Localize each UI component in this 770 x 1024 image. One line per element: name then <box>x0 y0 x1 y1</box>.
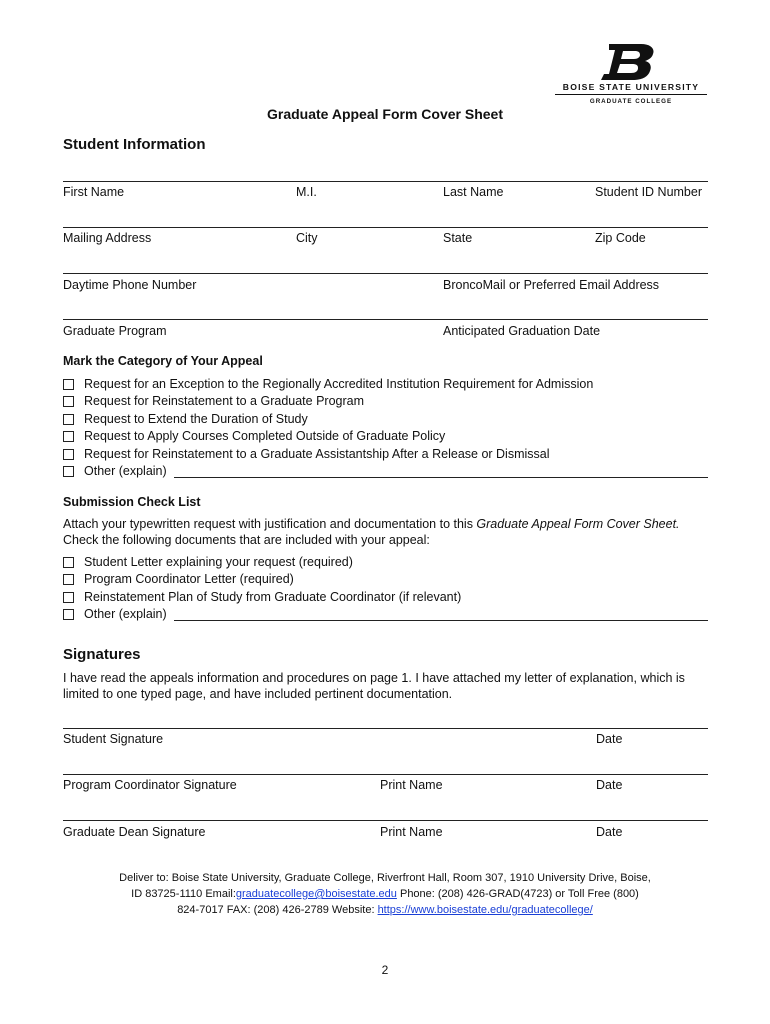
category-option-label: Other (explain) <box>84 464 167 478</box>
phone-label: Daytime Phone Number <box>63 278 197 292</box>
category-option[interactable] <box>63 376 593 392</box>
checklist-item-label: Reinstatement Plan of Study from Graduate Coordinator (if relevant) <box>84 590 462 604</box>
coordinator-signature-line[interactable] <box>63 774 708 775</box>
dean-print-name-label: Print Name <box>380 825 443 839</box>
last-name-label: Last Name <box>443 185 504 199</box>
category-heading: Mark the Category of Your Appeal <box>63 354 263 368</box>
student-id-label: Student ID Number <box>595 185 702 199</box>
checklist-item-label: Program Coordinator Letter (required) <box>84 572 294 586</box>
graduate-program-label: Graduate Program <box>63 324 167 338</box>
first-name-field-line[interactable] <box>63 181 708 182</box>
bronco-b-logo-icon <box>601 44 655 80</box>
checkbox[interactable] <box>63 379 74 390</box>
category-option-label: Request for an Exception to the Regionally Accredited Institution Requirement for Admission <box>84 377 594 391</box>
student-signature-date-label: Date <box>596 732 623 746</box>
category-option[interactable] <box>63 411 308 427</box>
city-label: City <box>296 231 318 245</box>
checkbox[interactable] <box>63 449 74 460</box>
mailing-address-field-line[interactable] <box>63 227 708 228</box>
checkbox[interactable] <box>63 574 74 585</box>
checkbox[interactable] <box>63 592 74 603</box>
middle-initial-label: M.I. <box>296 185 317 199</box>
graduation-date-label: Anticipated Graduation Date <box>443 324 601 338</box>
checklist-intro-form-name: Graduate Appeal Form Cover Sheet. <box>476 517 680 531</box>
checklist-other-explain-line[interactable] <box>174 620 708 621</box>
form-title: Graduate Appeal Form Cover Sheet <box>267 106 503 122</box>
first-name-label: First Name <box>63 185 125 199</box>
checklist-item[interactable] <box>63 554 353 570</box>
delivery-address: Deliver to: Boise State University, Graduate College, Riverfront Hall, Room 307, 1910 University Drive, Boise, <box>119 872 651 884</box>
category-option-label: Request for Reinstatement to a Graduate Program <box>84 394 365 408</box>
category-other-explain-line[interactable] <box>174 477 708 478</box>
phone-info: Phone: (208) 426-GRAD(4723) or Toll Free (800) <box>396 888 639 900</box>
category-option[interactable] <box>63 393 364 409</box>
category-option-label: Request to Extend the Duration of Study <box>84 412 308 426</box>
dean-signature-label: Graduate Dean Signature <box>63 825 206 839</box>
category-option-other[interactable] <box>63 463 167 479</box>
signatures-statement: I have read the appeals information and procedures on page 1. I have attached my letter of explanation, which is limited to one typed page, and have included pertinent documentation. <box>63 671 685 701</box>
category-option[interactable] <box>63 428 445 444</box>
checklist-intro-text: Attach your typewritten request with justification and documentation to this <box>63 517 477 531</box>
college-name: GRADUATE COLLEGE <box>589 98 673 105</box>
student-signature-label: Student Signature <box>63 732 164 746</box>
website-link[interactable]: https://www.boisestate.edu/graduatecollege/ <box>377 904 593 916</box>
checklist-heading: Submission Check List <box>63 495 201 509</box>
mailing-address-label: Mailing Address <box>63 231 152 245</box>
coordinator-date-label: Date <box>596 778 623 792</box>
email-link[interactable]: graduatecollege@boisestate.edu <box>235 888 397 900</box>
student-info-heading: Student Information <box>63 136 206 153</box>
delivery-info <box>100 870 670 918</box>
coordinator-print-name-label: Print Name <box>380 778 443 792</box>
checklist-intro <box>63 516 708 548</box>
email-label: BroncoMail or Preferred Email Address <box>443 278 660 292</box>
coordinator-signature-label: Program Coordinator Signature <box>63 778 237 792</box>
checklist-item-label: Student Letter explaining your request (required) <box>84 555 353 569</box>
checklist-item-label: Other (explain) <box>84 607 167 621</box>
student-signature-line[interactable] <box>63 728 708 729</box>
dean-date-label: Date <box>596 825 623 839</box>
delivery-zip-email-label: ID 83725-1110 Email: <box>131 888 236 900</box>
checkbox[interactable] <box>63 466 74 477</box>
fax-website-label: 824-7017 FAX: (208) 426-2789 Website: <box>177 904 378 916</box>
zip-code-label: Zip Code <box>595 231 646 245</box>
signatures-heading: Signatures <box>63 646 141 663</box>
checklist-item[interactable] <box>63 571 294 587</box>
category-option-label: Request for Reinstatement to a Graduate Assistantship After a Release or Dismissal <box>84 447 550 461</box>
category-option[interactable] <box>63 446 550 462</box>
checkbox[interactable] <box>63 609 74 620</box>
graduate-program-field-line[interactable] <box>63 319 708 320</box>
checkbox[interactable] <box>63 431 74 442</box>
logo-divider <box>555 94 707 95</box>
checklist-intro-line2: Check the following documents that are included with your appeal: <box>63 533 430 547</box>
category-option-label: Request to Apply Courses Completed Outside of Graduate Policy <box>84 429 446 443</box>
university-logo <box>555 44 707 108</box>
dean-signature-line[interactable] <box>63 820 708 821</box>
checklist-item-other[interactable] <box>63 606 167 622</box>
university-name: BOISE STATE UNIVERSITY <box>562 82 700 92</box>
phone-field-line[interactable] <box>63 273 708 274</box>
checkbox[interactable] <box>63 414 74 425</box>
checkbox[interactable] <box>63 557 74 568</box>
state-label: State <box>443 231 473 245</box>
page-number: 2 <box>381 963 389 977</box>
checkbox[interactable] <box>63 396 74 407</box>
checklist-item[interactable] <box>63 589 461 605</box>
